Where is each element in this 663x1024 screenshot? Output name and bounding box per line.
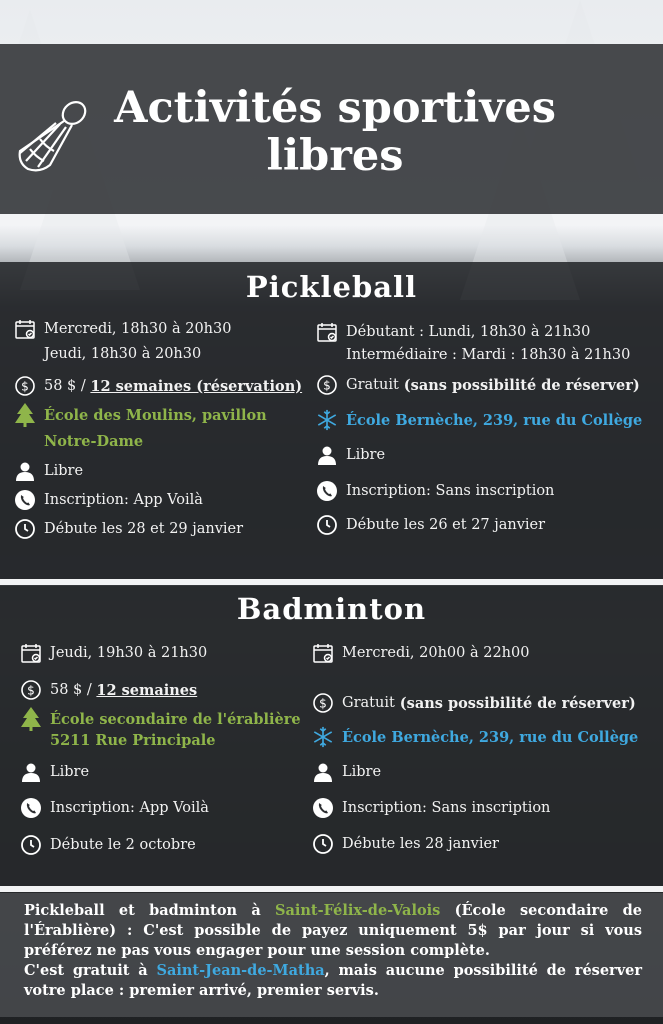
pickleball-left-price bbox=[14, 375, 302, 397]
pickleball-right-start bbox=[316, 514, 545, 536]
phone-icon bbox=[316, 480, 338, 502]
note-text-part: C'est gratuit à bbox=[24, 962, 157, 979]
price-text: Gratuit bbox=[342, 695, 395, 711]
dollar-icon bbox=[20, 679, 42, 701]
price-text: 58 $ bbox=[50, 682, 83, 698]
price-separator: / bbox=[82, 682, 97, 698]
badminton-right-registration bbox=[312, 797, 550, 819]
price-term-link[interactable]: 12 semaines (réservation) bbox=[90, 377, 303, 395]
level-text: Libre bbox=[50, 764, 90, 780]
schedule-text: Débutant : Lundi, 18h30 à 21h30 bbox=[346, 324, 591, 340]
price-note: (sans possibilité de réserver) bbox=[399, 694, 636, 712]
price-term-link[interactable]: 12 semaines bbox=[96, 681, 198, 699]
tree-icon bbox=[20, 708, 42, 730]
level-text: Libre bbox=[346, 447, 386, 463]
registration-text: Inscription: App Voilà bbox=[44, 492, 203, 508]
svg-text:$: $ bbox=[323, 378, 331, 393]
badminton-title: Badminton bbox=[236, 592, 427, 626]
schedule-text: Mercredi, 20h00 à 22h00 bbox=[342, 645, 530, 661]
note-text-part: (École secondaire de l'Érablière) : C'est possible de payez uniquement 5$ par jour si vous préférez ne pas vous engager pour une session complète. bbox=[24, 902, 642, 959]
note-text bbox=[24, 901, 642, 1001]
level-text: Libre bbox=[44, 463, 84, 479]
location-text-2: 5211 Rue Principale bbox=[50, 732, 216, 749]
badminton-left-location bbox=[20, 708, 301, 730]
price-text: Gratuit bbox=[346, 377, 399, 393]
badminton-section bbox=[0, 586, 663, 886]
registration-text: Inscription: App Voilà bbox=[50, 800, 209, 816]
start-text: Débute les 28 et 29 janvier bbox=[44, 521, 244, 537]
badminton-left-level bbox=[20, 761, 89, 783]
note-place-saint-jean: Saint-Jean-de-Matha bbox=[156, 962, 325, 979]
pickleball-left-level bbox=[14, 460, 83, 482]
info-note bbox=[0, 893, 663, 1017]
note-text-part: , mais aucune possibilité de réserver votre place : premier arrivé, premier servis. bbox=[24, 962, 642, 999]
pickleball-section bbox=[0, 262, 663, 580]
price-separator: / bbox=[76, 378, 91, 394]
schedule-text-2: Intermédiaire : Mardi : 18h30 à 21h30 bbox=[346, 347, 631, 363]
location-text: École secondaire de l'érablière bbox=[50, 710, 301, 728]
svg-text:$: $ bbox=[319, 696, 327, 711]
badminton-right-level bbox=[312, 761, 381, 783]
calendar-icon bbox=[14, 318, 36, 340]
tree-icon bbox=[14, 404, 36, 426]
schedule-text: Jeudi, 19h30 à 21h30 bbox=[50, 645, 208, 661]
badminton-left-schedule bbox=[20, 642, 207, 664]
badminton-right-schedule bbox=[312, 642, 529, 664]
dollar-icon bbox=[312, 692, 334, 714]
price-note: (sans possibilité de réserver) bbox=[403, 376, 640, 394]
section-divider bbox=[0, 579, 663, 585]
location-text-2: Notre-Dame bbox=[44, 433, 144, 450]
badminton-right-price bbox=[312, 692, 636, 714]
phone-icon bbox=[312, 797, 334, 819]
badminton-left-price bbox=[20, 679, 197, 701]
location-text: École Bernèche, 239, rue du Collège bbox=[342, 728, 639, 746]
clock-icon bbox=[20, 834, 42, 856]
pickleball-right-location bbox=[316, 409, 642, 431]
calendar-icon bbox=[316, 321, 338, 343]
phone-icon bbox=[20, 797, 42, 819]
person-icon bbox=[312, 761, 334, 783]
pickleball-right-level bbox=[316, 444, 385, 466]
pickleball-left-location bbox=[14, 404, 267, 426]
pickleball-right-registration bbox=[316, 480, 554, 502]
person-icon bbox=[316, 444, 338, 466]
pickleball-left-start bbox=[14, 518, 243, 540]
pickleball-title: Pickleball bbox=[245, 270, 418, 304]
start-text: Débute le 2 octobre bbox=[50, 837, 196, 853]
price-text: 58 $ bbox=[44, 378, 77, 394]
registration-text: Inscription: Sans inscription bbox=[346, 483, 555, 499]
registration-text: Inscription: Sans inscription bbox=[342, 800, 551, 816]
title-line-1: Activités sportives bbox=[114, 83, 556, 133]
schedule-text: Mercredi, 18h30 à 20h30 bbox=[44, 321, 232, 337]
location-text: École Bernèche, 239, rue du Collège bbox=[346, 411, 643, 429]
clock-icon bbox=[316, 514, 338, 536]
section-divider bbox=[0, 886, 663, 892]
badminton-right-location bbox=[312, 726, 638, 748]
dollar-icon bbox=[14, 375, 36, 397]
page-title bbox=[100, 84, 570, 180]
badminton-right-start bbox=[312, 833, 499, 855]
badminton-left-registration bbox=[20, 797, 209, 819]
phone-icon bbox=[14, 489, 36, 511]
badminton-left-start bbox=[20, 834, 196, 856]
clock-icon bbox=[14, 518, 36, 540]
header-banner bbox=[0, 44, 663, 214]
pickleball-left-schedule bbox=[14, 318, 231, 340]
person-icon bbox=[14, 460, 36, 482]
calendar-icon bbox=[20, 642, 42, 664]
start-text: Débute les 28 janvier bbox=[342, 836, 499, 852]
svg-text:$: $ bbox=[21, 379, 29, 394]
start-text: Débute les 26 et 27 janvier bbox=[346, 517, 546, 533]
pickleball-left-registration bbox=[14, 489, 203, 511]
pickleball-right-price bbox=[316, 374, 640, 396]
calendar-icon bbox=[312, 642, 334, 664]
dollar-icon bbox=[316, 374, 338, 396]
title-line-2: libres bbox=[266, 131, 404, 181]
person-icon bbox=[20, 761, 42, 783]
svg-text:$: $ bbox=[27, 683, 35, 698]
level-text: Libre bbox=[342, 764, 382, 780]
shuttlecock-icon bbox=[10, 91, 96, 177]
pickleball-right-schedule bbox=[316, 321, 590, 343]
clock-icon bbox=[312, 833, 334, 855]
note-text-part: Pickleball et badminton à bbox=[24, 902, 276, 919]
snowflake-icon bbox=[316, 409, 338, 431]
schedule-text-2: Jeudi, 18h30 à 20h30 bbox=[44, 346, 202, 362]
snowflake-icon bbox=[312, 726, 334, 748]
location-text: École des Moulins, pavillon bbox=[44, 406, 267, 424]
note-place-saint-felix: Saint-Félix-de-Valois bbox=[275, 902, 441, 919]
